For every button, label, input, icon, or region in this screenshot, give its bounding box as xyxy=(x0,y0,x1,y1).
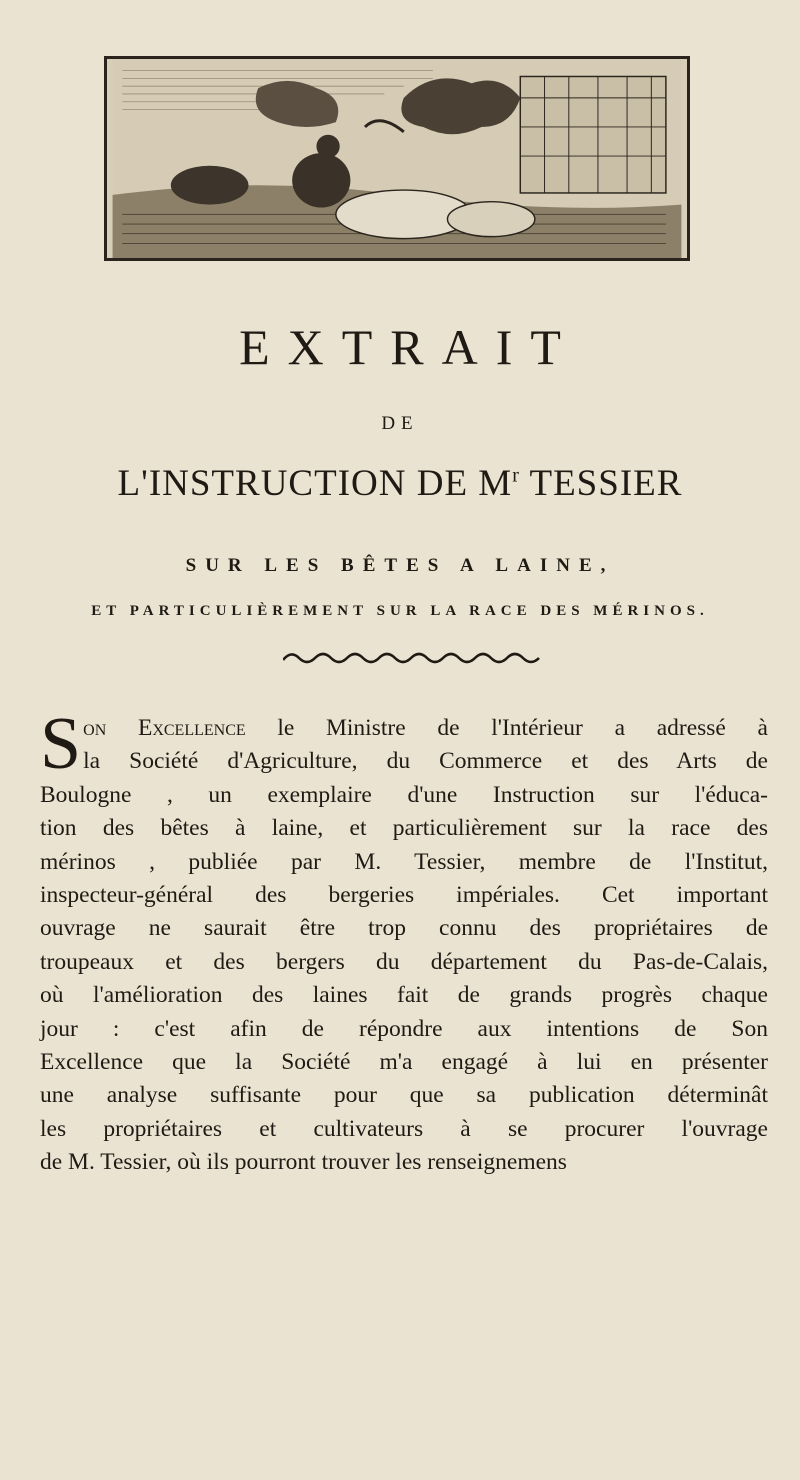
instruction-title-prefix: L'INSTRUCTION DE M xyxy=(117,463,513,504)
subtitle-line-1: SUR LES BÊTES A LAINE, xyxy=(185,555,615,576)
instruction-title xyxy=(0,462,800,505)
text-line: inspecteur-général des bergeries impériales. Cet important xyxy=(40,882,768,909)
text-line: ouvrage ne saurait être trop connu des propriétaires de xyxy=(40,915,768,942)
text-line-smallcaps: on Excellence xyxy=(83,715,246,741)
text-line: jour : c'est afin de répondre aux intentions de Son xyxy=(40,1015,768,1042)
page-title: EXTRAIT xyxy=(239,319,579,375)
text-line: de M. Tessier, où ils pourront trouver les renseignemens xyxy=(40,1149,567,1176)
text-line-rest: le Ministre de l'Intérieur a adressé à xyxy=(245,715,768,741)
instruction-title-name: TESSIER xyxy=(529,463,683,504)
body-paragraph xyxy=(40,703,768,1180)
instruction-title-sup: r xyxy=(512,464,520,487)
text-line: troupeaux et des bergers du département du Pas-de-Calais, xyxy=(40,948,768,975)
drop-cap: S xyxy=(40,703,82,785)
text-line: Boulogne , un exemplaire d'une Instruction sur l'éduca- xyxy=(40,781,768,808)
text-line: mérinos , publiée par M. Tessier, membre de l'Institut, xyxy=(40,848,768,875)
pastoral-engraving-icon xyxy=(107,59,687,258)
text-line: tion des bêtes à laine, et particulièrement sur la race des xyxy=(40,815,768,842)
text-line: Excellence que la Société m'a engagé à lui en présenter xyxy=(40,1049,768,1076)
text-line: les propriétaires et cultivateurs à se procurer l'ouvrage xyxy=(40,1115,768,1142)
wave-ornament-icon xyxy=(283,648,543,666)
text-line xyxy=(40,712,768,745)
text-line: la Société d'Agriculture, du Commerce et des Arts de xyxy=(83,748,768,775)
text-line: une analyse suffisante pour que sa publication déterminât xyxy=(40,1082,768,1109)
engraving-vignette xyxy=(104,56,690,261)
text-line: où l'amélioration des laines fait de grands progrès chaque xyxy=(40,982,768,1009)
subtitle-line-2: ET PARTICULIÈREMENT SUR LA RACE DES MÉRINOS. xyxy=(91,603,709,619)
title-de: DE xyxy=(381,413,419,434)
